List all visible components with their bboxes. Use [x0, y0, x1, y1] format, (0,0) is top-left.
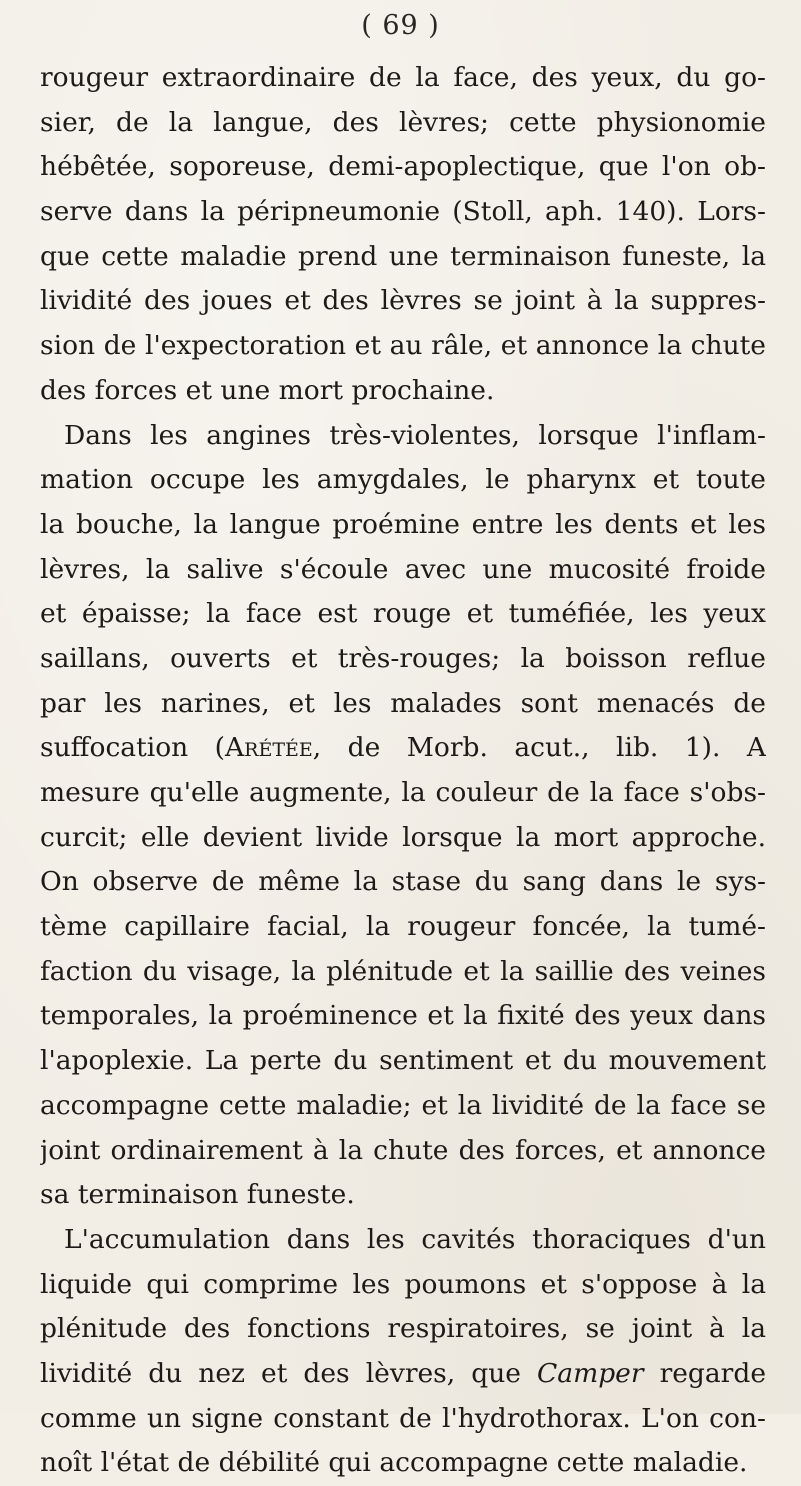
text-line: par les narines, et les malades sont menacés de: [40, 687, 766, 719]
text-line: sion de l'expectoration et au râle, et annonce la chute: [40, 330, 766, 362]
text-segment: regarde: [643, 1357, 766, 1389]
text-line: et épaisse; la face est rouge et tuméfiée, les yeux: [40, 598, 766, 630]
text-line: liquide qui comprime les poumons et s'oppose à la: [40, 1268, 766, 1300]
text-segment: suffocation (: [40, 732, 226, 764]
text-line: rougeur extraordinaire de la face, des yeux, du go-: [40, 62, 766, 93]
text-line: que cette maladie prend une terminaison funeste, la: [40, 240, 766, 272]
text-line: sa terminaison funeste.: [40, 1179, 355, 1211]
text-line: comme un signe constant de l'hydrothorax. L'on con-: [40, 1402, 766, 1434]
text-line: la bouche, la langue proémine entre les dents et les: [40, 508, 766, 540]
text-segment: , de Morb. acut., lib. 1). A: [312, 732, 766, 764]
text-line: sier, de la langue, des lèvres; cette physionomie: [40, 106, 766, 138]
text-line: serve dans la péripneumonie (Stoll, aph. 140). Lors-: [40, 196, 766, 228]
text-line: lèvres, la salive s'écoule avec une mucosité froide: [40, 553, 766, 585]
text-line: curcit; elle devient livide lorsque la mort approche.: [40, 821, 766, 853]
text-line: accompagne cette maladie; et la lividité de la face se: [40, 1089, 766, 1121]
text-line: tème capillaire facial, la rougeur foncée, la tumé-: [40, 911, 766, 943]
text-line: L'accumulation dans les cavités thoraciques d'un: [64, 1223, 766, 1255]
text-line: mation occupe les amygdales, le pharynx et toute: [40, 464, 766, 496]
text-line: l'apoplexie. La perte du sentiment et du mouvement: [40, 1045, 766, 1077]
text-line: plénitude des fonctions respiratoires, se joint à la: [40, 1313, 766, 1345]
body-text: [40, 56, 766, 1486]
text-line: On observe de même la stase du sang dans le sys-: [40, 866, 766, 898]
text-line: saillans, ouverts et très-rouges; la boisson reflue: [40, 642, 766, 674]
author-name: Camper: [537, 1357, 644, 1389]
text-line: lividité des joues et des lèvres se joint à la suppres-: [40, 285, 766, 317]
text-line: joint ordinairement à la chute des forces, et annonce: [40, 1134, 766, 1166]
text-segment: lividité du nez et des lèvres, que: [40, 1357, 537, 1389]
page-number: ( 69 ): [361, 10, 440, 41]
text-line: Dans les angines très-violentes, lorsque l'inflam-: [64, 419, 766, 451]
author-name: Arétée: [225, 732, 313, 764]
text-line: [40, 1352, 766, 1397]
text-line: des forces et une mort prochaine.: [40, 374, 495, 406]
text-line: faction du visage, la plénitude et la saillie des veines: [40, 955, 766, 987]
text-line: mesure qu'elle augmente, la couleur de la face s'obs-: [40, 777, 766, 808]
text-line: [40, 726, 766, 771]
text-line: temporales, la proéminence et la fixité des yeux dans: [40, 1000, 766, 1032]
text-line: hébêtée, soporeuse, demi-apoplectique, que l'on ob-: [40, 151, 766, 183]
text-line: noît l'état de débilité qui accompagne cette maladie.: [40, 1447, 748, 1479]
